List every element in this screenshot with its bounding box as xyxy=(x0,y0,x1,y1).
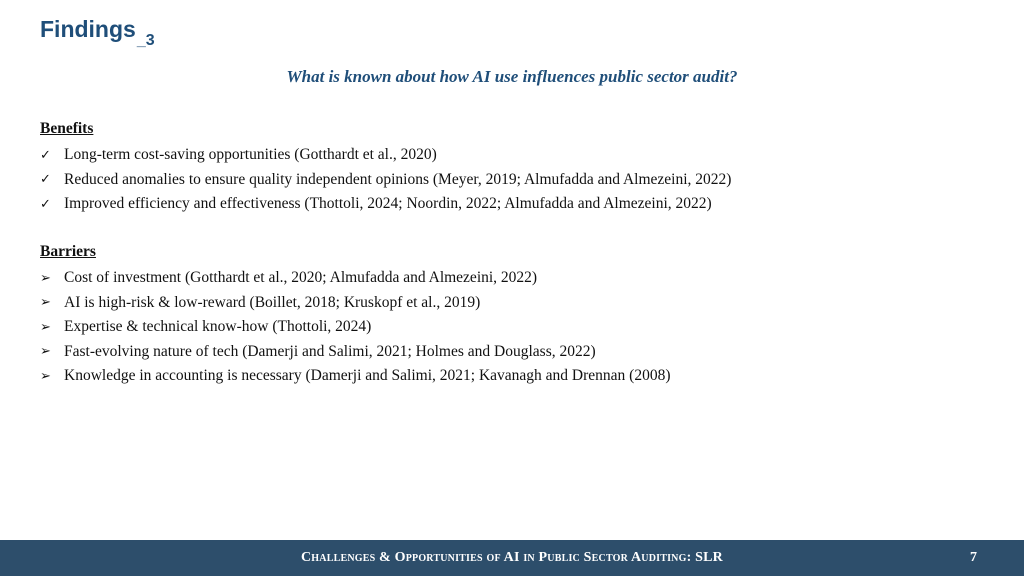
benefit-item-text: Improved efficiency and effectiveness (Thottoli, 2024; Noordin, 2022; Almufadda and Almezeini, 2022) xyxy=(64,195,712,213)
checkmark-icon: ✓ xyxy=(40,147,51,163)
barrier-item-text: Cost of investment (Gotthardt et al., 2020; Almufadda and Almezeini, 2022) xyxy=(64,269,538,287)
barrier-item xyxy=(40,291,670,316)
slide-title-subscript: _3 xyxy=(136,32,155,49)
footer-bar xyxy=(0,540,1024,576)
barrier-item xyxy=(40,315,670,340)
slide-title xyxy=(40,16,155,49)
footer-title: Challenges & Opportunities of AI in Public Sector Auditing: SLR xyxy=(301,550,723,565)
barrier-item-text: Expertise & technical know-how (Thottoli, 2024) xyxy=(64,318,372,336)
checkmark-icon: ✓ xyxy=(40,196,51,212)
benefits-heading: Benefits xyxy=(40,120,94,137)
benefit-item xyxy=(40,168,731,193)
benefit-item xyxy=(40,192,731,217)
benefits-section xyxy=(40,119,731,217)
page-number: 7 xyxy=(970,550,977,565)
benefit-item xyxy=(40,143,731,168)
barrier-item xyxy=(40,364,670,389)
barriers-section xyxy=(40,242,670,389)
checkmark-icon: ✓ xyxy=(40,172,51,188)
arrow-bullet-icon: ➢ xyxy=(40,270,51,286)
benefits-list xyxy=(40,143,731,217)
arrow-bullet-icon: ➢ xyxy=(40,368,51,384)
benefit-item-text: Reduced anomalies to ensure quality independent opinions (Meyer, 2019; Almufadda and Almezeini, 2022) xyxy=(64,170,732,188)
arrow-bullet-icon: ➢ xyxy=(40,295,51,311)
barrier-item xyxy=(40,266,670,291)
arrow-bullet-icon: ➢ xyxy=(40,319,51,335)
research-question: What is known about how AI use influences public sector audit? xyxy=(286,67,738,86)
slide-title-text: Findings xyxy=(40,16,136,42)
barrier-item xyxy=(40,340,670,365)
barriers-list xyxy=(40,266,670,389)
benefit-item-text: Long-term cost-saving opportunities (Gotthardt et al., 2020) xyxy=(64,146,437,164)
arrow-bullet-icon: ➢ xyxy=(40,344,51,360)
barriers-heading: Barriers xyxy=(40,243,96,260)
barrier-item-text: Fast-evolving nature of tech (Damerji and Salimi, 2021; Holmes and Douglass, 2022) xyxy=(64,342,596,360)
barrier-item-text: AI is high-risk & low-reward (Boillet, 2018; Kruskopf et al., 2019) xyxy=(64,293,481,311)
barrier-item-text: Knowledge in accounting is necessary (Damerji and Salimi, 2021; Kavanagh and Drennan (2008) xyxy=(64,367,671,385)
